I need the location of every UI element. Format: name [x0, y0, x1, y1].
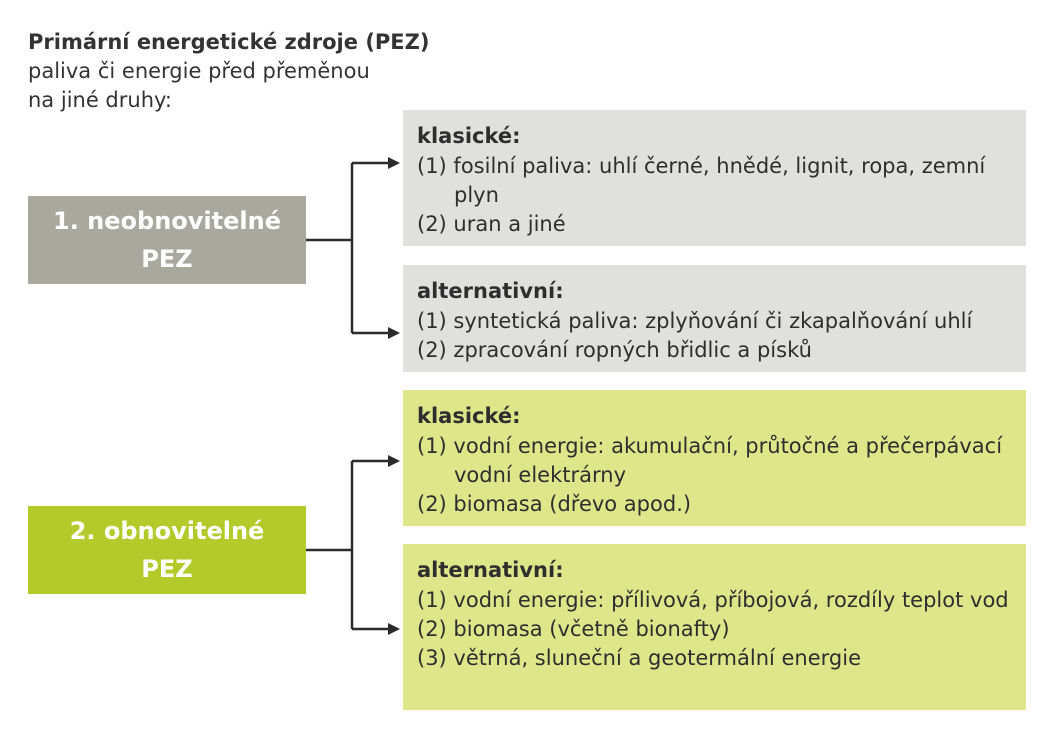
category-label-line-1: 2. obnovitelné [69, 517, 265, 545]
connector-renewable [306, 461, 390, 629]
box-item: (3) větrná, sluneční a geotermální energie [417, 646, 862, 670]
box-item: (2) biomasa (včetně bionafty) [417, 617, 730, 641]
diagram-title: Primární energetické zdroje (PEZ) [28, 30, 430, 54]
box-item: (1) vodní energie: akumulační, průtočné a přečerpávací vodní elektrárny [417, 434, 1003, 487]
intro-line-2: na jiné druhy: [28, 88, 172, 112]
box-item: (2) biomasa (dřevo apod.) [417, 492, 692, 516]
arrow-head [388, 327, 400, 339]
category-label-line-2: PEZ [141, 555, 193, 583]
box-item: (2) uran a jiné [417, 212, 566, 236]
category-label-line-2: PEZ [141, 245, 193, 273]
arrow-head [388, 623, 400, 635]
box-heading: klasické: [417, 124, 521, 148]
arrow-head [388, 157, 400, 169]
category-label-line-1: 1. neobnovitelné [53, 207, 281, 235]
intro-line-1: paliva či energie před přeměnou [28, 59, 370, 83]
arrow-head [388, 455, 400, 467]
box-item: (1) fosilní paliva: uhlí černé, hnědé, lignit, ropa, zemní plyn [417, 154, 986, 207]
connector-nonrenewable [306, 163, 390, 333]
box-item: (2) zpracování ropných břidlic a písků [417, 338, 812, 362]
box-item: (1) vodní energie: přílivová, příbojová, rozdíly teplot vod [417, 588, 1009, 612]
box-heading: klasické: [417, 404, 521, 428]
box-heading: alternativní: [417, 558, 564, 582]
box-heading: alternativní: [417, 279, 564, 303]
box-item: (1) syntetická paliva: zplyňování či zkapalňování uhlí [417, 309, 973, 333]
